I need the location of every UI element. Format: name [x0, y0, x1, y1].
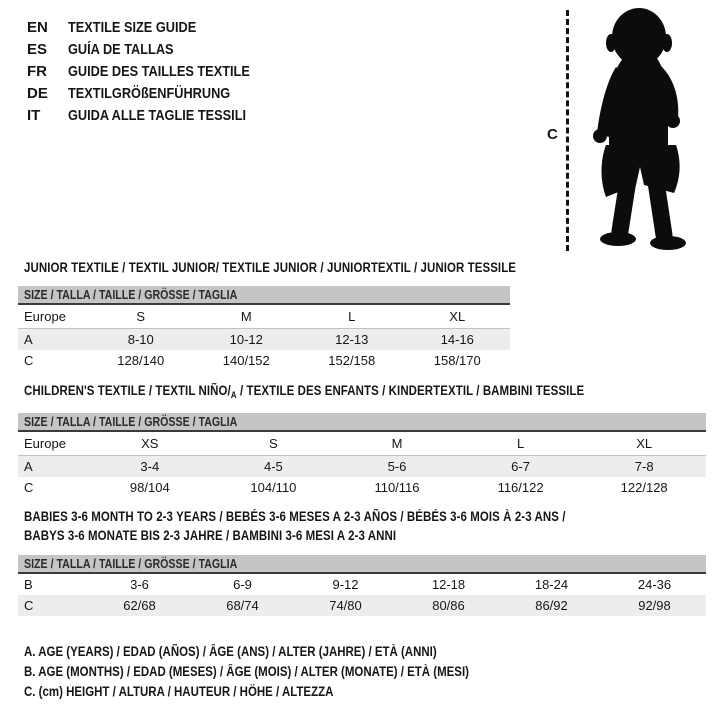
value-cell: 140/152: [222, 353, 270, 368]
footnote-legend: [24, 644, 547, 704]
footnote-c-text: C. (cm) HEIGHT / ALTURA / HAUTEUR / HÖHE / ALTEZZA: [24, 684, 334, 699]
value-cell: XL: [636, 436, 653, 451]
footnote-c: [24, 684, 547, 704]
value-cell: 80/86: [432, 598, 465, 613]
value-cell: 12-13: [335, 332, 369, 347]
value-cell: S: [269, 436, 278, 451]
value-cell: 98/104: [129, 480, 170, 495]
value-cell: 128/140: [117, 353, 165, 368]
value-cell: 10-12: [229, 332, 263, 347]
value-cell: 158/170: [433, 353, 481, 368]
toddler-silhouette-icon: [576, 5, 706, 250]
value-cell: XL: [449, 309, 466, 324]
lang-row-it: [27, 104, 282, 126]
junior-row-c: [18, 350, 510, 371]
lang-title: GUIDE DES TAILLES TEXTILE: [68, 62, 250, 80]
value-cell: 12-18: [431, 577, 466, 592]
value-cell: 18-24: [534, 577, 569, 592]
children-size-table: [18, 413, 706, 498]
lang-title: TEXTILGRÖßENFÜHRUNG: [68, 84, 231, 102]
value-cell: 4-5: [263, 459, 283, 474]
value-cell: 24-36: [637, 577, 672, 592]
row-label: B: [24, 577, 33, 592]
lang-title: TEXTILE SIZE GUIDE: [68, 18, 197, 36]
babies-heading-line1: BABIES 3-6 MONTH TO 2-3 YEARS / BEBÉS 3-6 MESES A 2-3 AÑOS / BÉBÉS 3-6 MOIS À 2-3 ANS /: [24, 509, 566, 524]
lang-row-de: [27, 82, 282, 104]
footnote-a: [24, 644, 547, 664]
size-header-label: SIZE / TALLA / TAILLE / GRÖSSE / TAGLIA: [24, 415, 238, 429]
lang-code: EN: [27, 18, 48, 36]
row-label: Europe: [24, 309, 66, 324]
junior-heading-text: JUNIOR TEXTILE / TEXTIL JUNIOR/ TEXTILE JUNIOR / JUNIORTEXTIL / JUNIOR TESSILE: [24, 260, 517, 275]
value-cell: 122/128: [620, 480, 668, 495]
children-heading-sub: A: [230, 390, 237, 401]
size-header-bar: [18, 555, 706, 574]
value-cell: 152/158: [328, 353, 376, 368]
lang-code: IT: [27, 106, 41, 124]
lang-code: ES: [27, 40, 48, 58]
junior-size-table: [18, 286, 510, 371]
babies-row-b: [18, 574, 706, 595]
row-label: A: [24, 459, 33, 474]
babies-section-heading: [24, 508, 661, 545]
children-row-a: [18, 456, 706, 477]
height-measure-dashed-line: [566, 10, 569, 251]
value-cell: 92/98: [638, 598, 671, 613]
value-cell: 8-10: [127, 332, 154, 347]
value-cell: 104/110: [250, 480, 297, 495]
value-cell: 116/122: [497, 480, 544, 495]
value-cell: 110/116: [374, 480, 420, 495]
value-cell: XS: [141, 436, 159, 451]
footnote-b: [24, 664, 547, 684]
row-label: Europe: [24, 436, 66, 451]
value-cell: 7-8: [634, 459, 654, 474]
row-label: C: [24, 480, 34, 495]
value-cell: 6-7: [511, 459, 530, 474]
value-cell: 68/74: [226, 598, 259, 613]
value-cell: M: [391, 436, 403, 451]
junior-row-europe: [18, 305, 510, 329]
size-header-label: SIZE / TALLA / TAILLE / GRÖSSE / TAGLIA: [24, 557, 238, 571]
junior-row-a: [18, 329, 510, 350]
size-header-bar: [18, 413, 706, 432]
lang-code: DE: [27, 84, 48, 102]
children-section-heading: [24, 383, 683, 401]
language-title-list: [27, 16, 282, 126]
lang-title: GUÍA DE TALLAS: [68, 40, 174, 58]
footnote-b-text: B. AGE (MONTHS) / EDAD (MESES) / ÂGE (MOIS) / ALTER (MONATE) / ETÀ (MESI): [24, 664, 469, 679]
value-cell: L: [516, 436, 525, 451]
children-heading-before: CHILDREN'S TEXTILE / TEXTIL NIÑO/: [24, 383, 231, 398]
value-cell: 74/80: [329, 598, 362, 613]
babies-heading-line2: BABYS 3-6 MONATE BIS 2-3 JAHRE / BAMBINI 3-6 MESI A 2-3 ANNI: [24, 527, 397, 543]
value-cell: S: [136, 309, 146, 324]
lang-code: FR: [27, 62, 47, 80]
value-cell: 62/68: [123, 598, 156, 613]
lang-row-es: [27, 38, 282, 60]
value-cell: L: [348, 309, 356, 324]
row-label: C: [24, 353, 34, 368]
children-heading-after: / TEXTILE DES ENFANTS / KINDERTEXTIL / BAMBINI TESSILE: [236, 383, 585, 398]
value-cell: 86/92: [535, 598, 568, 613]
value-cell: 9-12: [332, 577, 359, 592]
value-cell: M: [240, 309, 252, 324]
value-cell: 3-4: [140, 459, 160, 474]
row-label: A: [24, 332, 33, 347]
babies-size-table: [18, 555, 706, 616]
children-row-europe: [18, 432, 706, 456]
junior-section-heading: [24, 260, 603, 275]
lang-row-fr: [27, 60, 282, 82]
children-row-c: [18, 477, 706, 498]
measure-label-c: C: [547, 126, 558, 143]
lang-title: GUIDA ALLE TAGLIE TESSILI: [68, 106, 247, 124]
row-label: C: [24, 598, 34, 613]
value-cell: 14-16: [440, 332, 474, 347]
size-header-label: SIZE / TALLA / TAILLE / GRÖSSE / TAGLIA: [24, 288, 238, 302]
value-cell: 6-9: [233, 577, 252, 592]
lang-row-en: [27, 16, 282, 38]
footnote-a-text: A. AGE (YEARS) / EDAD (AÑOS) / ÂGE (ANS) / ALTER (JAHRE) / ETÀ (ANNI): [24, 644, 437, 659]
size-header-bar: [18, 286, 510, 305]
children-heading-text: [24, 383, 584, 401]
value-cell: 5-6: [387, 459, 407, 474]
babies-row-c: [18, 595, 706, 616]
value-cell: 3-6: [130, 577, 149, 592]
